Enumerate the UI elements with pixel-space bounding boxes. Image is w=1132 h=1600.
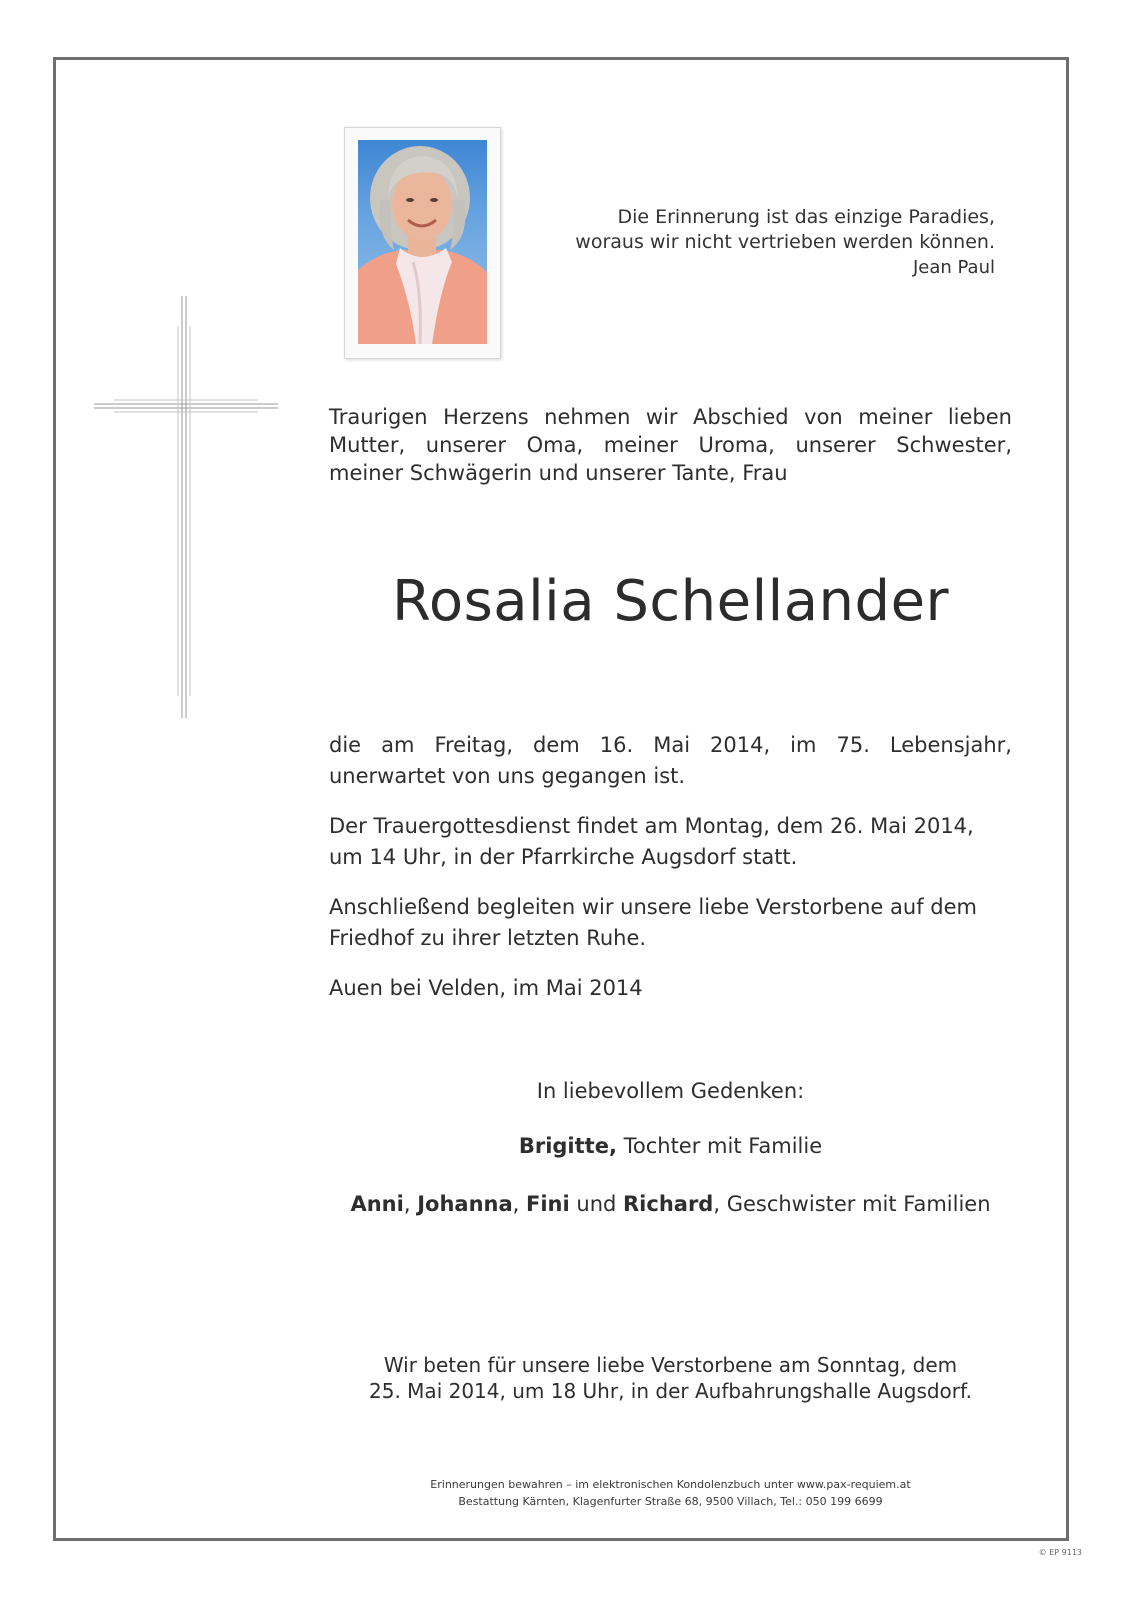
intro-line: Mutter, unserer Oma, meiner Uroma, unserer Schwester,: [329, 433, 1012, 457]
quote-block: [500, 205, 995, 280]
intro-line: Traurigen Herzens nehmen wir Abschied von meiner lieben: [329, 405, 1012, 429]
mourner-row-siblings: [303, 1192, 1038, 1216]
mourner-name: Anni: [350, 1192, 404, 1216]
mourner-name: Richard: [623, 1192, 714, 1216]
death-notice-line: unerwartet von uns gegangen ist.: [329, 764, 686, 788]
burial-notice: [329, 892, 1012, 954]
mourner-name: Brigitte,: [518, 1134, 617, 1158]
service-notice: [329, 811, 1012, 873]
mourner-relation: Tochter mit Familie: [616, 1134, 823, 1158]
quote-line: woraus wir nicht vertrieben werden können.: [575, 231, 995, 253]
mourner-row-daughter: [329, 1134, 1012, 1158]
separator: und: [569, 1192, 624, 1216]
quote-author: Jean Paul: [912, 257, 995, 278]
mourner-name: Fini: [526, 1192, 570, 1216]
burial-line: Friedhof zu ihrer letzten Ruhe.: [329, 926, 647, 950]
death-notice: [329, 730, 1012, 792]
portrait-photo-frame: [344, 127, 501, 359]
notice-body: [329, 730, 1012, 1023]
separator: ,: [403, 1192, 418, 1216]
service-line: um 14 Uhr, in der Pfarrkirche Augsdorf statt.: [329, 845, 798, 869]
footer: [329, 1476, 1012, 1510]
burial-line: Anschließend begleiten wir unsere liebe Verstorbene auf dem: [329, 895, 977, 919]
separator: ,: [512, 1192, 526, 1216]
death-notice-line: die am Freitag, dem 16. Mai 2014, im 75. Lebensjahr,: [329, 733, 1012, 757]
mourner-relation: , Geschwister mit Familien: [713, 1192, 991, 1216]
quote-line: Die Erinnerung ist das einzige Paradies,: [617, 206, 995, 228]
memorial-heading: In liebevollem Gedenken:: [536, 1079, 805, 1103]
cross-icon: [94, 296, 278, 718]
footer-line: Erinnerungen bewahren – im elektronischen Kondolenzbuch unter www.pax-requiem.at: [430, 1478, 911, 1491]
viewing-notice: [329, 1352, 1012, 1404]
intro-paragraph: [329, 403, 1012, 487]
viewing-line: Wir beten für unsere liebe Verstorbene am Sonntag, dem: [383, 1353, 958, 1377]
intro-line: meiner Schwägerin und unserer Tante, Frau: [329, 461, 788, 485]
deceased-name: Rosalia Schellander: [391, 569, 950, 634]
viewing-line: 25. Mai 2014, um 18 Uhr, in der Aufbahrungshalle Augsdorf.: [369, 1379, 972, 1403]
place-date: Auen bei Velden, im Mai 2014: [329, 976, 643, 1000]
mourner-name: Johanna: [417, 1192, 513, 1216]
portrait-photo: [358, 140, 487, 344]
print-code: © EP 9113: [1038, 1548, 1082, 1557]
service-line: Der Trauergottesdienst findet am Montag, dem 26. Mai 2014,: [329, 814, 974, 838]
footer-line: Bestattung Kärnten, Klagenfurter Straße 68, 9500 Villach, Tel.: 050 199 6699: [458, 1495, 883, 1508]
